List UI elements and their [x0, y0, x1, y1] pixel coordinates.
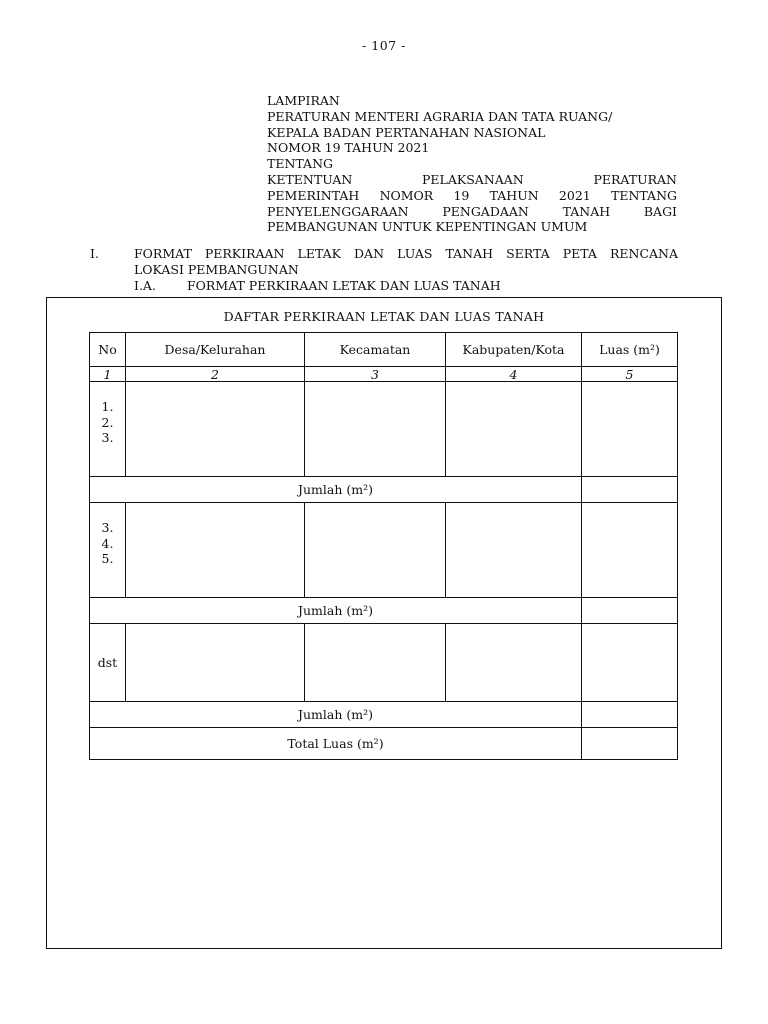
header-line: PEMERINTAH NOMOR 19 TAHUN 2021 TENTANG	[267, 187, 677, 203]
land-estimate-table	[89, 332, 678, 760]
subtotal-value	[582, 702, 678, 728]
subsection-number: I.A.	[134, 278, 156, 293]
header-line: PERATURAN MENTERI AGRARIA DAN TATA RUANG/	[267, 108, 613, 124]
page-number: - 107 -	[362, 38, 406, 53]
subtotal-label: Jumlah (m²)	[90, 702, 582, 728]
column-number: 4	[446, 367, 582, 382]
header-line: LAMPIRAN	[267, 93, 340, 108]
kabupaten-cell	[446, 624, 582, 702]
table-title: DAFTAR PERKIRAAN LETAK DAN LUAS TANAH	[223, 309, 545, 324]
section-heading	[90, 246, 678, 294]
desa-cell	[126, 503, 305, 598]
total-value	[582, 728, 678, 760]
column-number-row	[90, 367, 678, 382]
subtotal-row	[90, 477, 678, 503]
row-numbers	[90, 503, 126, 598]
column-number: 5	[582, 367, 678, 382]
desa-cell	[126, 624, 305, 702]
header-line: NOMOR 19 TAHUN 2021	[267, 140, 430, 156]
row-number: 3.	[101, 520, 114, 535]
luas-cell	[582, 382, 678, 477]
subtotal-row	[90, 598, 678, 624]
header-line: KETENTUAN PELAKSANAAN PERATURAN	[267, 171, 677, 187]
luas-cell	[582, 624, 678, 702]
header-cell: Luas (m²)	[582, 333, 678, 367]
header-cell: Kecamatan	[305, 333, 446, 367]
kabupaten-cell	[446, 503, 582, 598]
kabupaten-cell	[446, 382, 582, 477]
table-header-row	[90, 333, 678, 367]
subtotal-label: Jumlah (m²)	[90, 477, 582, 503]
table-row	[90, 624, 678, 702]
kecamatan-cell	[305, 382, 446, 477]
kecamatan-cell	[305, 624, 446, 702]
subtotal-row	[90, 702, 678, 728]
row-number: 1.	[101, 399, 114, 414]
column-number: 1	[90, 367, 126, 382]
row-number: 4.	[101, 535, 114, 551]
section-title-line: FORMAT PERKIRAAN LETAK DAN LUAS TANAH SERTA PETA RENCANA	[134, 246, 678, 261]
header-cell: Kabupaten/Kota	[446, 333, 582, 367]
row-number: 2.	[101, 414, 114, 430]
row-number: 5.	[101, 551, 114, 566]
subtotal-value	[582, 598, 678, 624]
header-line: TENTANG	[267, 156, 334, 172]
header-line: PEMBANGUNAN UNTUK KEPENTINGAN UMUM	[267, 219, 588, 235]
table-row	[90, 382, 678, 477]
luas-cell	[582, 503, 678, 598]
table-row	[90, 503, 678, 598]
appendix-header	[267, 93, 677, 235]
section-number: I.	[90, 246, 99, 261]
row-numbers	[90, 382, 126, 477]
subsection-title: FORMAT PERKIRAAN LETAK DAN LUAS TANAH	[187, 278, 501, 293]
header-cell: Desa/Kelurahan	[126, 333, 305, 367]
row-number: 3.	[101, 430, 114, 445]
row-numbers	[90, 624, 126, 702]
row-number: dst	[97, 654, 118, 670]
total-row	[90, 728, 678, 760]
header-line: PENYELENGGARAAN PENGADAAN TANAH BAGI	[267, 203, 677, 219]
total-label: Total Luas (m²)	[90, 728, 582, 760]
subtotal-label: Jumlah (m²)	[90, 598, 582, 624]
subtotal-value	[582, 477, 678, 503]
header-cell: No	[90, 333, 126, 367]
section-title-line: LOKASI PEMBANGUNAN	[134, 262, 299, 277]
column-number: 3	[305, 367, 446, 382]
desa-cell	[126, 382, 305, 477]
header-line: KEPALA BADAN PERTANAHAN NASIONAL	[267, 124, 546, 140]
column-number: 2	[126, 367, 305, 382]
kecamatan-cell	[305, 503, 446, 598]
